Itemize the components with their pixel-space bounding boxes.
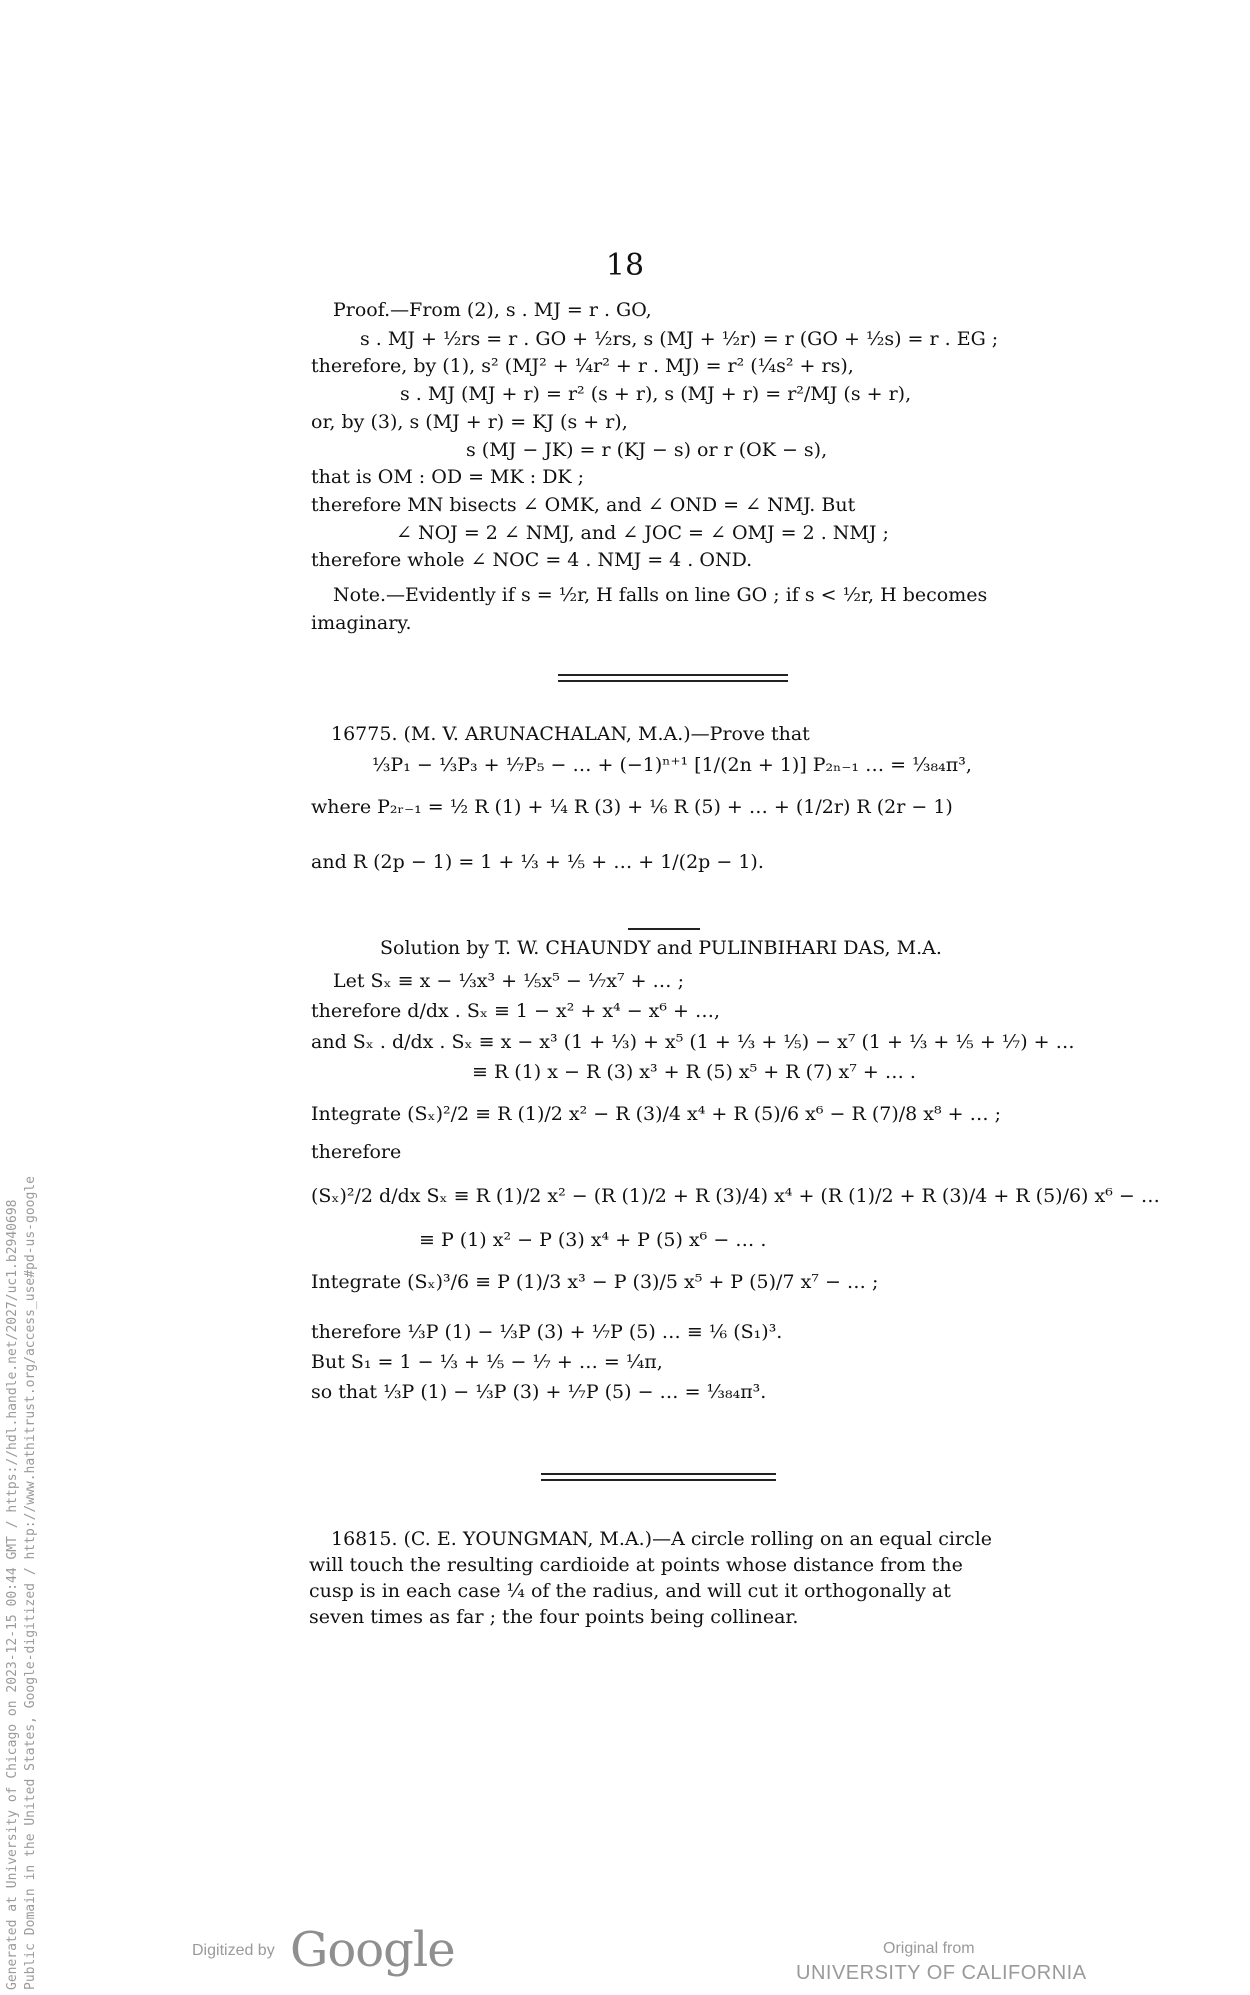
section-rule [541, 1473, 776, 1475]
text-line: ⅓P₁ − ⅓P₃ + ⅐P₅ − … + (−1)ⁿ⁺¹ [1/(2n + 1)] P₂ₙ₋₁ … = ¹⁄₃₈₄π³, [372, 754, 972, 776]
text-line: Note.—Evidently if s = ½r, H falls on line GO ; if s < ½r, H becomes [333, 584, 988, 606]
text-line: 16815. (C. E. YOUNGMAN, M.A.)—A circle rolling on an equal circle [331, 1528, 993, 1550]
text-line: Let Sₓ ≡ x − ⅓x³ + ⅕x⁵ − ⅐x⁷ + … ; [333, 970, 684, 992]
text-line: or, by (3), s (MJ + r) = KJ (s + r), [311, 411, 628, 433]
text-line: But S₁ = 1 − ⅓ + ⅕ − ⅐ + … = ¼π, [311, 1351, 663, 1373]
provenance-watermark [4, 10, 40, 1990]
text-line: ≡ P (1) x² − P (3) x⁴ + P (5) x⁶ − … . [419, 1229, 767, 1251]
google-logo: Google [290, 1922, 455, 1978]
text-line: s . MJ + ½rs = r . GO + ½rs, s (MJ + ½r) = r (GO + ½s) = r . EG ; [360, 328, 999, 350]
text-line: s . MJ (MJ + r) = r² (s + r), s (MJ + r) = r²/MJ (s + r), [400, 383, 912, 405]
text-line: will touch the resulting cardioide at points whose distance from the [309, 1554, 963, 1576]
text-line: Integrate (Sₓ)³/6 ≡ P (1)/3 x³ − P (3)/5 x⁵ + P (5)/7 x⁷ − … ; [311, 1271, 879, 1293]
text-line: Integrate (Sₓ)²/2 ≡ R (1)/2 x² − R (3)/4 x⁴ + R (5)/6 x⁶ − R (7)/8 x⁸ + … ; [311, 1103, 1002, 1125]
section-rule [558, 674, 788, 676]
text-line: ≡ R (1) x − R (3) x³ + R (5) x⁵ + R (7) x⁷ + … . [472, 1061, 916, 1083]
text-line: Solution by T. W. CHAUNDY and PULINBIHARI DAS, M.A. [380, 937, 942, 959]
text-line: that is OM : OD = MK : DK ; [311, 466, 585, 488]
text-line: therefore whole ∠ NOC = 4 . NMJ = 4 . OND. [311, 549, 753, 571]
text-line: where P₂ᵣ₋₁ = ½ R (1) + ¼ R (3) + ⅙ R (5) + … + (1/2r) R (2r − 1) [311, 796, 953, 818]
text-line: ∠ NOJ = 2 ∠ NMJ, and ∠ JOC = ∠ OMJ = 2 . NMJ ; [396, 522, 889, 544]
text-line: so that ⅓P (1) − ⅓P (3) + ⅐P (5) − … = ¹⁄₃₈₄π³. [311, 1381, 767, 1403]
section-divider [628, 928, 700, 930]
text-line: cusp is in each case ¼ of the radius, and will cut it orthogonally at [309, 1580, 951, 1602]
section-rule [558, 680, 788, 682]
text-line: (Sₓ)²/2 d/dx Sₓ ≡ R (1)/2 x² − (R (1)/2 + R (3)/4) x⁴ + (R (1)/2 + R (3)/4 + R (5)/6) x⁶ − … [311, 1185, 1160, 1207]
text-line: and R (2p − 1) = 1 + ⅓ + ⅕ + … + 1/(2p − 1). [311, 851, 764, 873]
watermark-line-1: Generated at University of Chicago on 2023-12-15 00:44 GMT / https://hdl.handle.net/2027/uc1.b2940698 [5, 1199, 20, 1990]
digitized-by-label: Digitized by [192, 1942, 275, 1959]
original-from-label: Original from [883, 1940, 975, 1957]
text-line: therefore, by (1), s² (MJ² + ¼r² + r . MJ) = r² (¼s² + rs), [311, 355, 854, 377]
text-line: Proof.—From (2), s . MJ = r . GO, [333, 299, 652, 321]
text-line: therefore MN bisects ∠ OMK, and ∠ OND = ∠ NMJ. But [311, 494, 856, 516]
university-label: UNIVERSITY OF CALIFORNIA [796, 1962, 1087, 1984]
page-number: 18 [605, 248, 645, 283]
section-rule [541, 1479, 776, 1481]
watermark-line-2: Public Domain in the United States, Google-digitized / http://www.hathitrust.org/access_use#pd-us-google [23, 1176, 38, 1990]
text-line: therefore [311, 1141, 402, 1163]
text-line: seven times as far ; the four points being collinear. [309, 1606, 799, 1628]
text-line: imaginary. [311, 612, 412, 634]
text-line: s (MJ − JK) = r (KJ − s) or r (OK − s), [466, 439, 828, 461]
text-line: therefore d/dx . Sₓ ≡ 1 − x² + x⁴ − x⁶ + …, [311, 1000, 721, 1022]
text-line: and Sₓ . d/dx . Sₓ ≡ x − x³ (1 + ⅓) + x⁵ (1 + ⅓ + ⅕) − x⁷ (1 + ⅓ + ⅕ + ⅐) + … [311, 1031, 1075, 1053]
text-line: therefore ⅓P (1) − ⅓P (3) + ⅐P (5) … ≡ ⅙ (S₁)³. [311, 1321, 783, 1343]
text-line: 16775. (M. V. ARUNACHALAN, M.A.)—Prove that [331, 723, 810, 745]
